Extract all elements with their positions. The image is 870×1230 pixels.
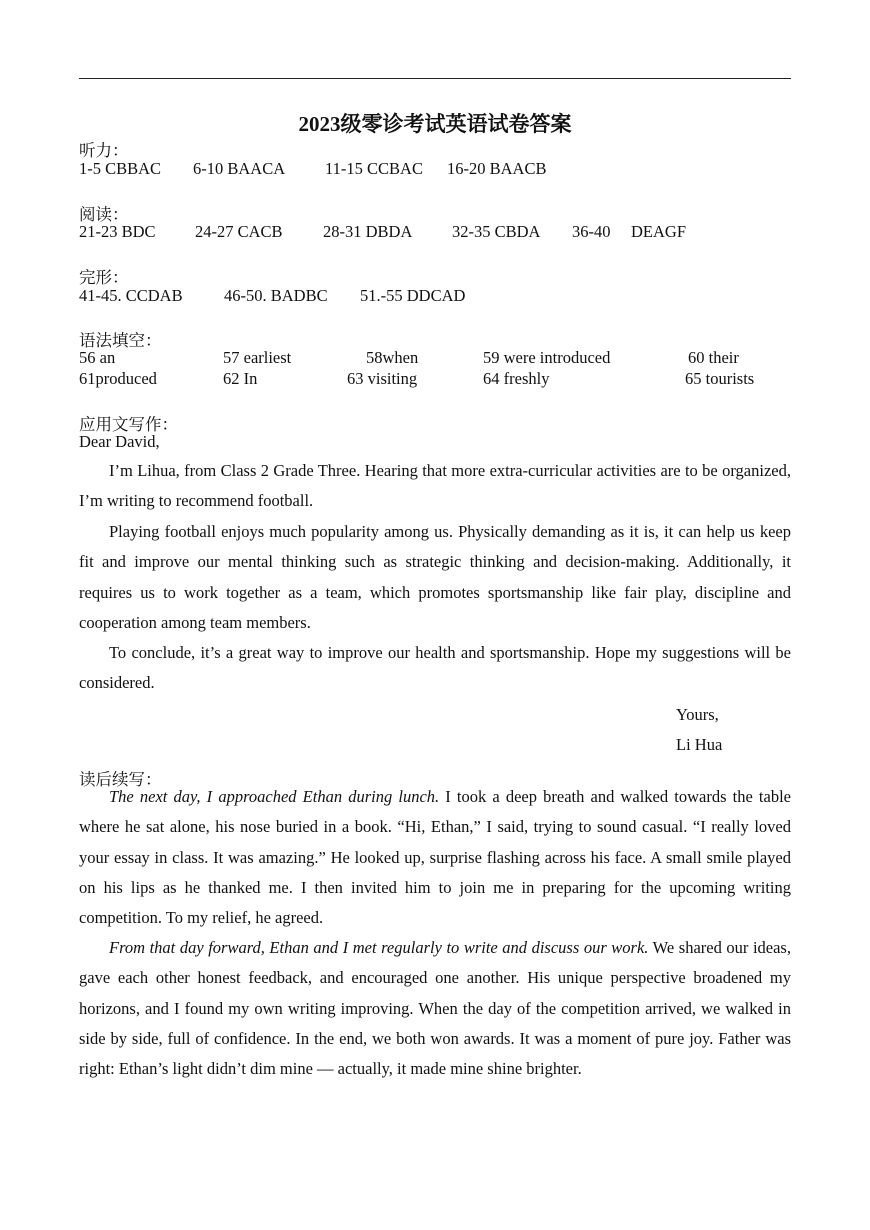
story-body: I took a deep breath and walked towards the table where he sat alone, his nose buried in a book. “Hi, Ethan,” I said, trying to sound casual. “I really loved your essay in class. It was amazing.” He looked up, surprise flashing across his face. A small smile played on his lips as he thanked me. I then invited him to join me in preparing for the upcoming writing competition. To my relief, he agreed. <box>79 787 792 928</box>
answer-group: 32-35 CBDA <box>452 222 541 241</box>
listening-heading: 听力： <box>79 141 129 160</box>
grammar-answer: 64 freshly <box>483 369 550 388</box>
answer-group: 1-5 CBBAC <box>79 159 162 178</box>
grammar-answer: 60 their <box>688 348 739 367</box>
answer-group: 21-23 BDC <box>79 222 156 241</box>
answer-group: 16-20 BAACB <box>447 159 547 178</box>
answer-group: 6-10 BAACA <box>193 159 286 178</box>
story-body: We shared our ideas, gave each other honest feedback, and encouraged one another. His unique perspective broadened my horizons, and I found my own writing improving. When the day of the competition arrived, we walked in side by side, full of confidence. In the end, we both won awards. It was a moment of pure joy. Father was right: Ethan’s light didn’t dim mine — actually, it made mine shine brighter. <box>79 938 791 1079</box>
grammar-heading: 语法填空： <box>79 331 162 350</box>
top-rule <box>79 78 791 79</box>
grammar-answer: 61produced <box>79 369 157 388</box>
letter-paragraph: I’m Lihua, from Class 2 Grade Three. Hearing that more extra-curricular activities are to be organized, I’m writing to recommend football. <box>79 461 791 511</box>
letter-salutation: Dear David, <box>79 432 160 451</box>
page-title: 2023级零诊考试英语试卷答案 <box>298 112 572 136</box>
story-lead-sentence: From that day forward, Ethan and I met regularly to write and discuss our work. <box>109 938 649 957</box>
answer-group: DEAGF <box>631 222 687 241</box>
continuation-writing-heading: 读后续写： <box>79 770 162 789</box>
grammar-answer: 63 visiting <box>347 369 418 388</box>
answer-group: 36-40 <box>572 222 611 241</box>
grammar-answer: 62 In <box>223 369 258 388</box>
letter-paragraph: Playing football enjoys much popularity among us. Physically demanding as it is, it can help us keep fit and improve our mental thinking such as strategic thinking and decision-making. Additionally, it requires us to work together as a team, which promotes sportsmanship like fair play, discipline and cooperation among team members. <box>79 522 791 632</box>
grammar-answer: 56 an <box>79 348 116 367</box>
practical-writing-heading: 应用文写作： <box>79 415 178 434</box>
answer-group: 41-45. CCDAB <box>79 286 183 305</box>
grammar-answer: 57 earliest <box>223 348 292 367</box>
answer-group: 46-50. BADBC <box>224 286 328 305</box>
letter-paragraph: To conclude, it’s a great way to improve our health and sportsmanship. Hope my suggestions will be considered. <box>79 643 791 693</box>
story-lead-sentence: The next day, I approached Ethan during lunch. <box>109 787 440 806</box>
story-paragraph <box>79 782 791 933</box>
grammar-answer: 58when <box>366 348 419 367</box>
story-paragraph <box>79 933 791 1084</box>
letter-signature: Li Hua <box>676 735 723 754</box>
letter-closing: Yours, <box>676 705 719 724</box>
grammar-answer: 65 tourists <box>685 369 755 388</box>
answer-group: 51.-55 DDCAD <box>360 286 466 305</box>
reading-heading: 阅读： <box>79 205 129 224</box>
grammar-answer: 59 were introduced <box>483 348 611 367</box>
answer-group: 24-27 CACB <box>195 222 283 241</box>
cloze-heading: 完形： <box>79 268 129 287</box>
answer-group: 28-31 DBDA <box>323 222 413 241</box>
answer-group: 11-15 CCBAC <box>325 159 423 178</box>
